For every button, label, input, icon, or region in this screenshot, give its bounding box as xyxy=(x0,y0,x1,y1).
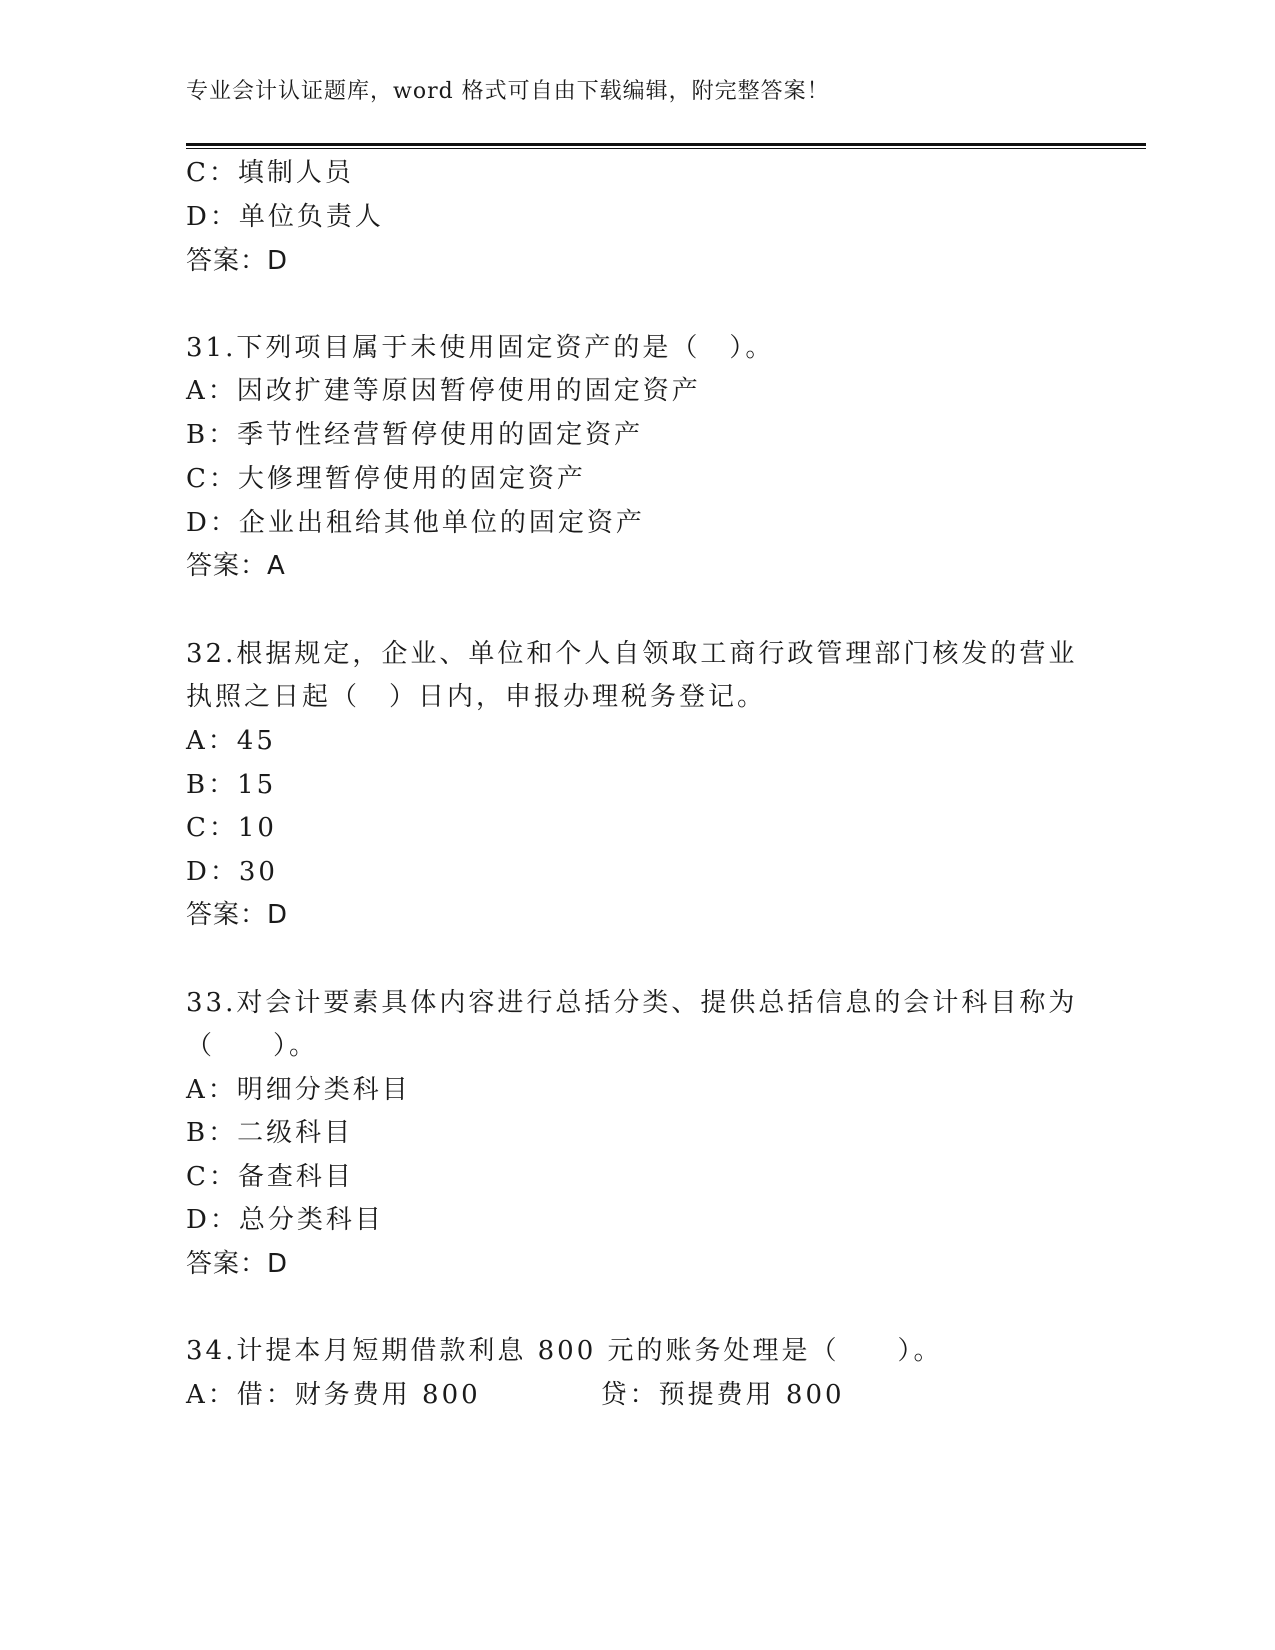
option-line: B：二级科目 xyxy=(186,1118,354,1148)
header-divider-thick xyxy=(186,143,1146,146)
option-a-debit: A：借：财务费用 800 xyxy=(186,1380,481,1410)
answer-line: 答案：D xyxy=(186,246,289,276)
question-stem: 31.下列项目属于未使用固定资产的是（ ）。 xyxy=(186,333,775,363)
option-line: D：总分类科目 xyxy=(186,1205,384,1235)
option-line: C：大修理暂停使用的固定资产 xyxy=(186,464,586,494)
option-line: C：备查科目 xyxy=(186,1162,354,1192)
option-line: A：45 xyxy=(186,726,276,756)
question-stem-continued: 执照之日起（ ）日内，申报办理税务登记。 xyxy=(186,682,767,712)
option-line: C：10 xyxy=(186,813,277,843)
question-stem: 32.根据规定，企业、单位和个人自领取工商行政管理部门核发的营业 xyxy=(186,639,1078,669)
header-divider-thin xyxy=(186,148,1146,149)
option-line: B：季节性经营暂停使用的固定资产 xyxy=(186,420,644,450)
option-line: D：企业出租给其他单位的固定资产 xyxy=(186,508,645,538)
option-line: A：因改扩建等原因暂停使用的固定资产 xyxy=(186,376,701,406)
option-line: B：15 xyxy=(186,770,277,800)
option-line-a xyxy=(186,1382,845,1408)
option-a-credit: 贷：预提费用 800 xyxy=(600,1380,845,1410)
page-header-text: 专业会计认证题库，word 格式可自由下载编辑，附完整答案！ xyxy=(186,79,830,104)
option-line: A：明细分类科目 xyxy=(186,1075,411,1105)
option-line: C：填制人员 xyxy=(186,158,354,188)
answer-line: 答案：A xyxy=(186,551,286,581)
header-divider xyxy=(186,143,1146,149)
answer-line: 答案：D xyxy=(186,900,289,930)
question-stem: 33.对会计要素具体内容进行总括分类、提供总括信息的会计科目称为 xyxy=(186,988,1078,1018)
option-line: D：30 xyxy=(186,857,278,887)
option-line: D：单位负责人 xyxy=(186,202,384,232)
question-stem-continued: （ ）。 xyxy=(186,1031,319,1061)
question-stem: 34.计提本月短期借款利息 800 元的账务处理是（ ）。 xyxy=(186,1336,943,1366)
answer-line: 答案：D xyxy=(186,1249,289,1279)
